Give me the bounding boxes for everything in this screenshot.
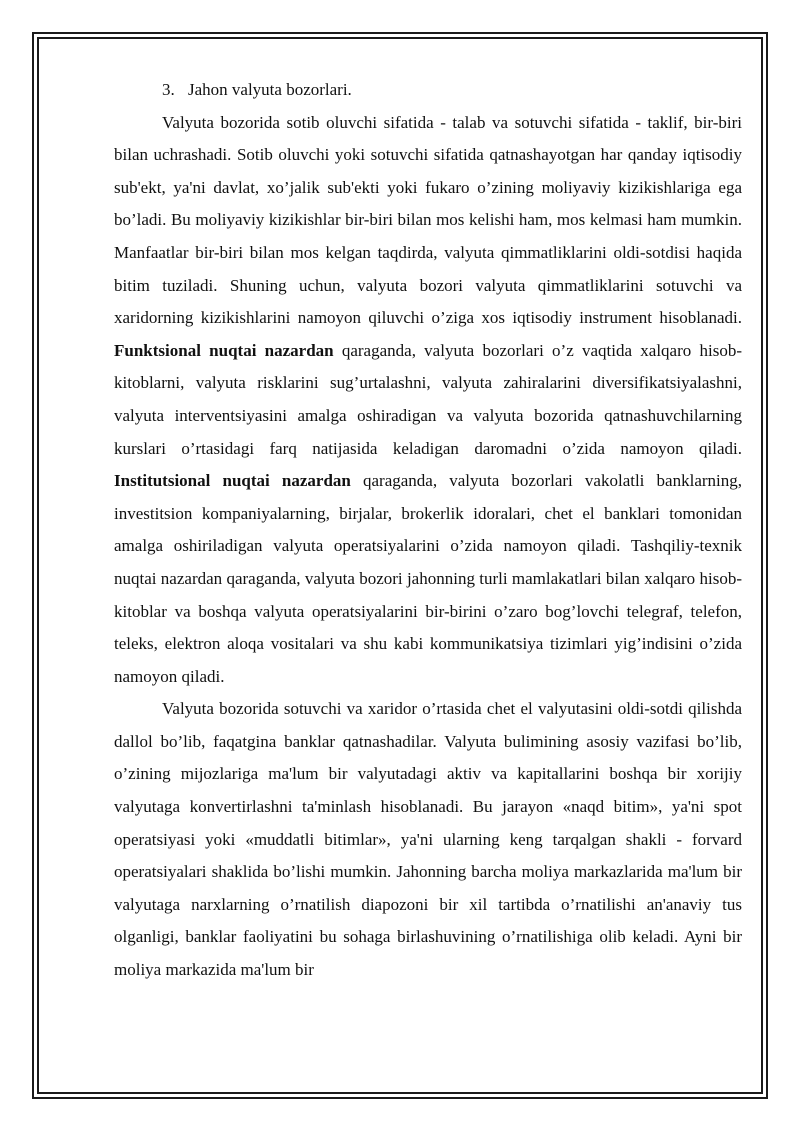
section-title: Jahon valyuta bozorlari. <box>188 80 352 99</box>
paragraph-1-text-c: qaraganda, valyuta bozorlari o’z vaqtida xalqaro hisob-kitoblarni, valyuta risklarini sug’urtalashni, valyuta zahiralarini diversifikatsiyalashni, valyuta interventsiyasini amalga oshiradigan va valyuta bozorida qatnashuvchilarning kurslari o’rtasidagi farq natijasida keladigan daromadni o’zida namoyon qiladi. <box>114 340 742 458</box>
paragraph-1-text-a: Valyuta bozorida sotib oluvchi sifatida - talab va sotuvchi sifatida - taklif, bir-biri bilan uchrashadi. Sotib oluvchi yoki sotuvchi sifatida qatnashayotgan har qanday iqtisodiy sub'ekt, ya'ni davlat, xo’jalik sub'ekti yoki fukaro o’zining moliyaviy kizikishlariga ega bo’ladi. Bu moliyaviy kizikishlar bir-biri bilan mos kelishi ham, mos kelmasi ham mumkin. Manfaatlar bir-biri bilan mos kelgan taqdirda, valyuta qimmatliklarini oldi-sotdisi haqida bitim tuziladi. Shuning uchun, valyuta bozori valyuta qimmatliklarini sotuvchi va xaridorning kizikishlarini namoyon qiluvchi o’ziga xos iqtisodiy instrument hisoblanadi. <box>114 112 742 328</box>
paragraph-2: Valyuta bozorida sotuvchi va xaridor o’rtasida chet el valyutasini oldi-sotdi qilishda dallol bo’lib, faqatgina banklar qatnashadilar. Valyuta bulimining asosiy vazifasi bo’lib, o’zining mijozlariga ma'lum bir valyutadagi aktiv va kapitallarini boshqa bir xorijiy valyutaga konvertirlashni ta'minlash hisoblanadi. Bu jarayon «naqd bitim», ya'ni spot operatsiyasi yoki «muddatli bitimlar», ya'ni ularning keng tarqalgan shakli - forvard operatsiyalari shaklida bo’lishi mumkin. Jahonning barcha moliya markazlarida ma'lum bir valyutaga narxlarning o’rnatilish diapozoni bir xil tartibda o’rnatilishi an'anaviy tus olganligi, banklar faoliyatini bu sohaga birlashuvining o’rnatilishiga olib keladi. Ayni bir moliya markazida ma'lum bir <box>114 699 742 980</box>
section-number: 3. <box>162 80 175 99</box>
paragraph-1-text-e: qaraganda, valyuta bozorlari vakolatli banklarning, investitsion kompaniyalarning, birjalar, brokerlik idoralari, chet el banklari tomonidan amalga oshiriladigan valyuta operatsiyalarini o’zida namoyon qiladi. Tashqiliy-texnik nuqtai nazardan qaraganda, valyuta bozori jahonning turli mamlakatlari bilan xalqaro hisob-kitoblar va boshqa valyuta operatsiyalarini bir-birini o’zaro bog’lovchi telegraf, telefon, teleks, elektron aloqa vositalari va shu kabi kommunikatsiya tizimlari yig’indisini o’zida namoyon qiladi. <box>114 471 742 686</box>
functional-viewpoint-term: Funktsional nuqtai nazardan <box>114 340 334 360</box>
section-heading <box>114 74 742 107</box>
institutional-viewpoint-term: Institutsional nuqtai nazardan <box>114 471 351 491</box>
paragraph-1 <box>114 107 742 694</box>
document-body <box>114 74 742 987</box>
